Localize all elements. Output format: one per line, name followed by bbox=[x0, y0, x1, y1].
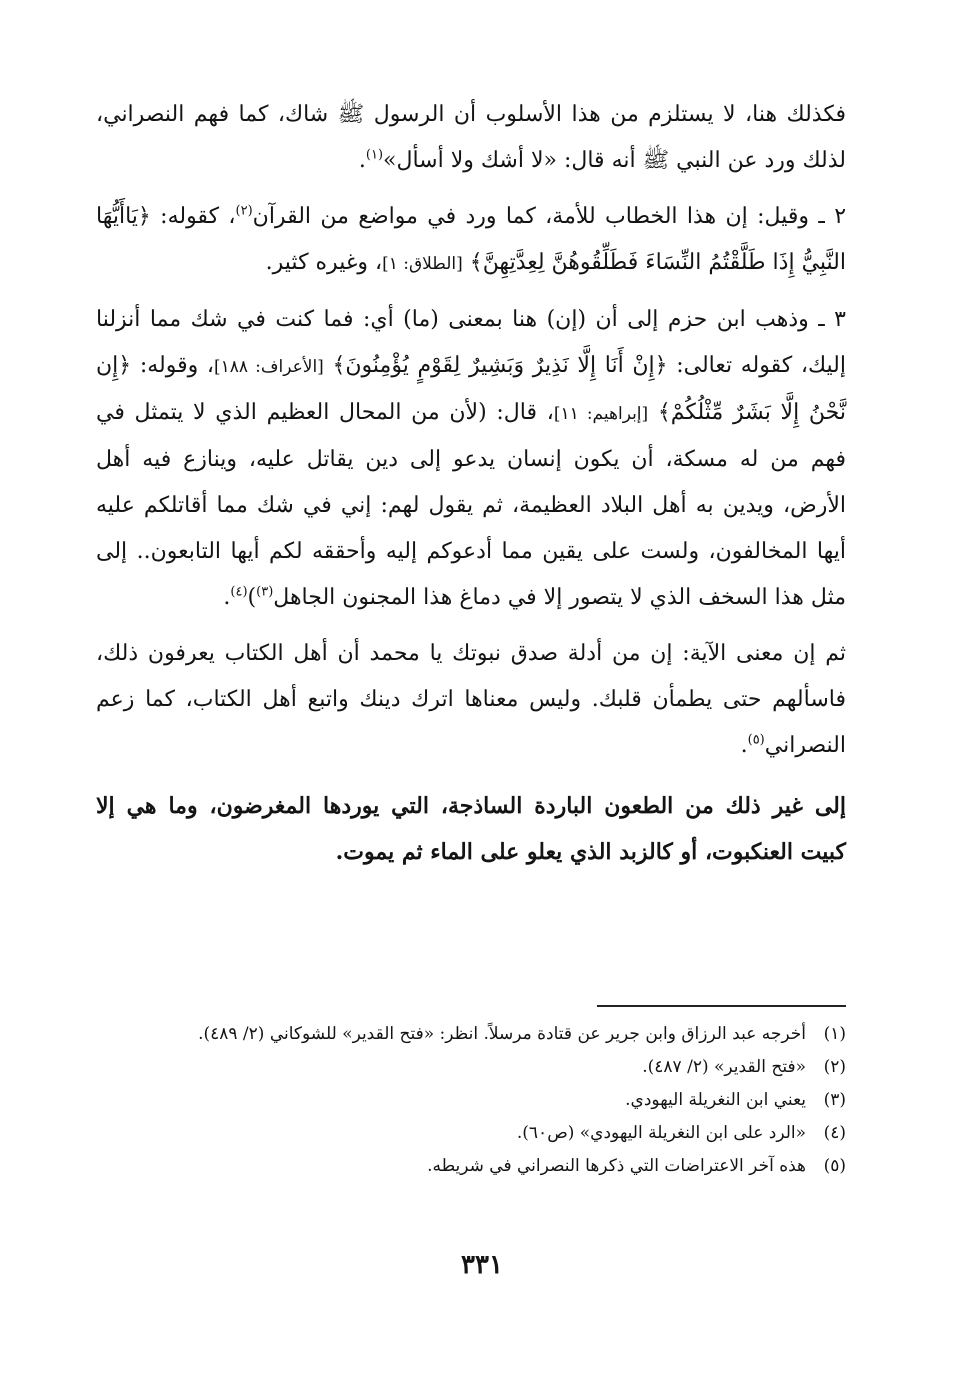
footnote-text: «الرد على ابن النغريلة اليهودي» (ص٦٠). bbox=[516, 1123, 806, 1143]
paragraph-4 bbox=[96, 631, 846, 769]
footnote-text: يعني ابن النغريلة اليهودي. bbox=[625, 1090, 806, 1110]
footnote-number: (٢) bbox=[823, 1057, 846, 1077]
footnote-number: (١) bbox=[823, 1024, 846, 1044]
paragraph-4-end: . bbox=[740, 733, 748, 758]
paragraph-3-close: ) bbox=[247, 585, 257, 610]
footnote-ref-1: (١) bbox=[365, 147, 384, 163]
footnote-text: أخرجه عبد الرزاق وابن جرير عن قتادة مرسلاً. انظر: «فتح القدير» للشوكاني (٢/ ٤٨٩). bbox=[198, 1024, 806, 1044]
footnote-number: (٣) bbox=[823, 1090, 846, 1110]
paragraph-2 bbox=[96, 194, 846, 287]
paragraph-3-start: ٣ ـ وذهب ابن حزم إلى أن (إن) هنا بمعنى (ما) أي: فما كنت في شك مما أنزلنا إليك، كقوله تعالى: ﴿إِنْ أَنَا إِلَّا نَذِيرٌ وَبَشِيرٌ لِقَوْمٍ يُؤْمِنُونَ﴾ bbox=[96, 307, 846, 378]
paragraph-3-mid: ، وقوله: ﴿إِن نَّحْنُ إِلَّا بَشَرٌ مِّثْلُكُمْ﴾ bbox=[96, 353, 846, 425]
footnote-text: هذه آخر الاعتراضات التي ذكرها النصراني في شريطه. bbox=[427, 1156, 806, 1176]
quran-citation: [الأعراف: ١٨٨] bbox=[214, 357, 324, 377]
footnotes bbox=[96, 1018, 846, 1183]
page-number: ٣٣١ bbox=[461, 1250, 503, 1280]
paragraph-1 bbox=[96, 92, 846, 184]
footnote-number: (٥) bbox=[823, 1156, 846, 1176]
footnote-3 bbox=[96, 1084, 846, 1117]
footnote-1 bbox=[96, 1018, 846, 1051]
paragraph-5 bbox=[96, 783, 846, 875]
quran-citation: [الطلاق: ١] bbox=[382, 254, 463, 274]
paragraph-2-quran: ، كقوله: ﴿يَاأَيُّهَا النَّبِيُّ إِذَا طَلَّقْتُمُ النِّسَاءَ فَطَلِّقُوهُنَّ لِعِدَّتِهِنَّ﴾ bbox=[96, 204, 846, 275]
paragraph-3-rest: ، قال: (لأن من المحال العظيم الذي لا يتمثل في فهم من له مسكة، أن يكون إنسان يدعو إلى دين يقاتل عليه، وينازع فيه أهل الأرض، ويدين به أهل البلاد العظيمة، ثم يقول لهم: إني في شك مما أقاتلكم عليه أيها المخالفون، ولست على يقين مما أدعوكم إليه وأحققه لكم أيها التابعون.. إلى مثل هذا السخف الذي لا يتصور إلا في دماغ هذا المجنون الجاهل bbox=[96, 400, 846, 610]
paragraph-5-text: إلى غير ذلك من الطعون الباردة الساذجة، التي يوردها المغرضون، وما هي إلا كبيت العنكبوت، أو كالزبد الذي يعلو على الماء ثم يموت. bbox=[96, 793, 846, 865]
footnote-separator bbox=[597, 1005, 846, 1007]
footnote-ref-4: (٤) bbox=[230, 584, 248, 600]
footnote-2 bbox=[96, 1051, 846, 1084]
paragraph-1-end: . bbox=[358, 148, 366, 173]
footnote-text: «فتح القدير» (٢/ ٤٨٧). bbox=[642, 1057, 806, 1077]
footnote-4 bbox=[96, 1117, 846, 1150]
footnote-5 bbox=[96, 1150, 846, 1183]
footnote-ref-5: (٥) bbox=[747, 732, 765, 748]
footnote-ref-2: (٢) bbox=[235, 203, 253, 219]
paragraph-3 bbox=[96, 297, 846, 621]
footnote-ref-3: (٣) bbox=[256, 584, 274, 600]
paragraph-1-text: فكذلك هنا، لا يستلزم من هذا الأسلوب أن الرسول ﷺ شاك، كما فهم النصراني، لذلك ورد عن النبي ﷺ أنه قال: «لا أشك ولا أسأل» bbox=[96, 102, 846, 173]
quran-citation: [إبراهيم: ١١] bbox=[553, 404, 649, 424]
paragraph-3-end: . bbox=[223, 585, 231, 610]
paragraph-2-start: ٢ ـ وقيل: إن هذا الخطاب للأمة، كما ورد في مواضع من القرآن bbox=[252, 204, 847, 229]
footnote-number: (٤) bbox=[823, 1123, 846, 1143]
paragraph-4-text: ثم إن معنى الآية: إن من أدلة صدق نبوتك يا محمد أن أهل الكتاب يعرفون ذلك، فاسألهم حتى يطمأن قلبك. وليس معناها اترك دينك واتبع أهل الكتاب، كما زعم النصراني bbox=[96, 641, 846, 758]
paragraph-2-end: ، وغيره كثير. bbox=[265, 250, 383, 275]
page-body bbox=[96, 92, 846, 885]
